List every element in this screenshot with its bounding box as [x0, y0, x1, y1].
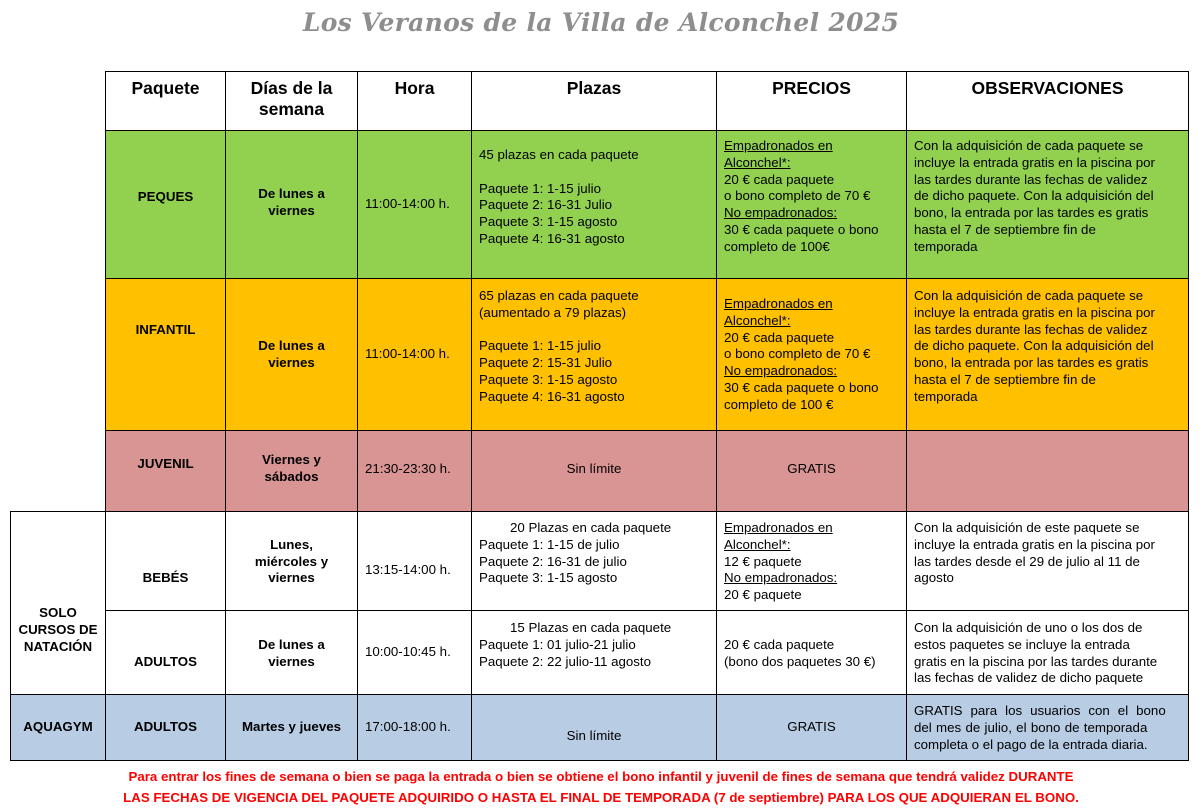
infantil-precios: Empadronados en Alconchel*: 20 € cada paquete o bono completo de 70 € No empadronados: 30 € cada paquete o bono completo de 100 €: [716, 278, 907, 431]
header-paquete: Paquete: [105, 71, 226, 131]
adultos-aquagym-hora: 17:00-18:00 h.: [357, 694, 472, 761]
infantil-dias: De lunes a viernes: [225, 278, 358, 431]
header-precios: PRECIOS: [716, 71, 907, 131]
adultos-natacion-plazas: 15 Plazas en cada paquete Paquete 1: 01 julio-21 julio Paquete 2: 22 julio-11 agosto: [471, 610, 717, 695]
bebes-dias: Lunes, miércoles y viernes: [225, 511, 358, 611]
adultos-natacion-dias: De lunes a viernes: [225, 610, 358, 695]
juvenil-hora: 21:30-23:30 h.: [357, 430, 472, 512]
juvenil-observaciones: [906, 430, 1189, 512]
bebes-observaciones: Con la adquisición de este paquete se incluye la entrada gratis en la piscina por las tardes desde el 29 de julio al 11 de agosto: [906, 511, 1189, 611]
peques-paquete: PEQUES: [105, 130, 226, 279]
footer-line: Para entrar los fines de semana o bien se paga la entrada o bien se obtiene el bono infantil y juvenil de fines de semana que tendrá validez DURANTE: [128, 769, 1074, 784]
group-natacion: SOLO CURSOS DE NATACIÓN: [10, 511, 106, 695]
infantil-observaciones: Con la adquisición de cada paquete se incluye la entrada gratis en la piscina por las tardes durante las fechas de validez de dicho paquete. Con la adquisición del bono, la entrada por las tardes es gratis hasta el 7 de septiembre fin de temporada: [906, 278, 1189, 431]
adultos-natacion-precios: 20 € cada paquete (bono dos paquetes 30 €): [716, 610, 907, 695]
adultos-natacion-observaciones: Con la adquisición de uno o los dos de estos paquetes se incluye la entrada gratis en la piscina por las tardes durante las fechas de validez de dicho paquete: [906, 610, 1189, 695]
footer-note: [0, 766, 1202, 808]
peques-precios: Empadronados en Alconchel*: 20 € cada paquete o bono completo de 70 € No empadronados: 30 € cada paquete o bono completo de 100€: [716, 130, 907, 279]
footer-line: LAS FECHAS DE VIGENCIA DEL PAQUETE ADQUIRIDO O HASTA EL FINAL DE TEMPORADA (7 de septiembre) PARA LOS QUE ADQUIERAN EL BONO.: [123, 790, 1079, 805]
header-dias: Días de la semana: [225, 71, 358, 131]
juvenil-dias: Viernes y sábados: [225, 430, 358, 512]
juvenil-paquete: JUVENIL: [105, 430, 226, 512]
header-hora: Hora: [357, 71, 472, 131]
peques-dias: De lunes a viernes: [225, 130, 358, 279]
bebes-paquete: BEBÉS: [105, 511, 226, 611]
adultos-aquagym-dias: Martes y jueves: [225, 694, 358, 761]
infantil-paquete: INFANTIL: [105, 278, 226, 431]
adultos-aquagym-paquete: ADULTOS: [105, 694, 226, 761]
bebes-plazas: 20 Plazas en cada paquete Paquete 1: 1-15 de julio Paquete 2: 16-31 de julio Paquete 3: 1-15 agosto: [471, 511, 717, 611]
adultos-aquagym-observaciones: GRATIS para los usuarios con el bono del mes de julio, el bono de temporada completa o el pago de la entrada diaria.: [906, 694, 1189, 761]
bebes-hora: 13:15-14:00 h.: [357, 511, 472, 611]
bebes-precios: Empadronados en Alconchel*: 12 € paquete No empadronados: 20 € paquete: [716, 511, 907, 611]
juvenil-plazas: Sin límite: [471, 430, 717, 512]
header-plazas: Plazas: [471, 71, 717, 131]
adultos-aquagym-plazas: Sin límite: [471, 694, 717, 761]
juvenil-precios: GRATIS: [716, 430, 907, 512]
adultos-natacion-hora: 10:00-10:45 h.: [357, 610, 472, 695]
peques-plazas: 45 plazas en cada paquete Paquete 1: 1-15 julio Paquete 2: 16-31 Julio Paquete 3: 1-15 agosto Paquete 4: 16-31 agosto: [471, 130, 717, 279]
infantil-hora: 11:00-14:00 h.: [357, 278, 472, 431]
adultos-aquagym-precios: GRATIS: [716, 694, 907, 761]
peques-observaciones: Con la adquisición de cada paquete se incluye la entrada gratis en la piscina por las tardes durante las fechas de validez de dicho paquete. Con la adquisición del bono, la entrada por las tardes es gratis hasta el 7 de septiembre fin de temporada: [906, 130, 1189, 279]
peques-hora: 11:00-14:00 h.: [357, 130, 472, 279]
adultos-natacion-paquete: ADULTOS: [105, 610, 226, 695]
infantil-plazas: 65 plazas en cada paquete (aumentado a 79 plazas) Paquete 1: 1-15 julio Paquete 2: 15-31 Julio Paquete 3: 1-15 agosto Paquete 4: 16-31 agosto: [471, 278, 717, 431]
header-observaciones: OBSERVACIONES: [906, 71, 1189, 131]
page-title: Los Veranos de la Villa de Alconchel 2025: [302, 8, 900, 37]
group-aquagym: AQUAGYM: [10, 694, 106, 761]
